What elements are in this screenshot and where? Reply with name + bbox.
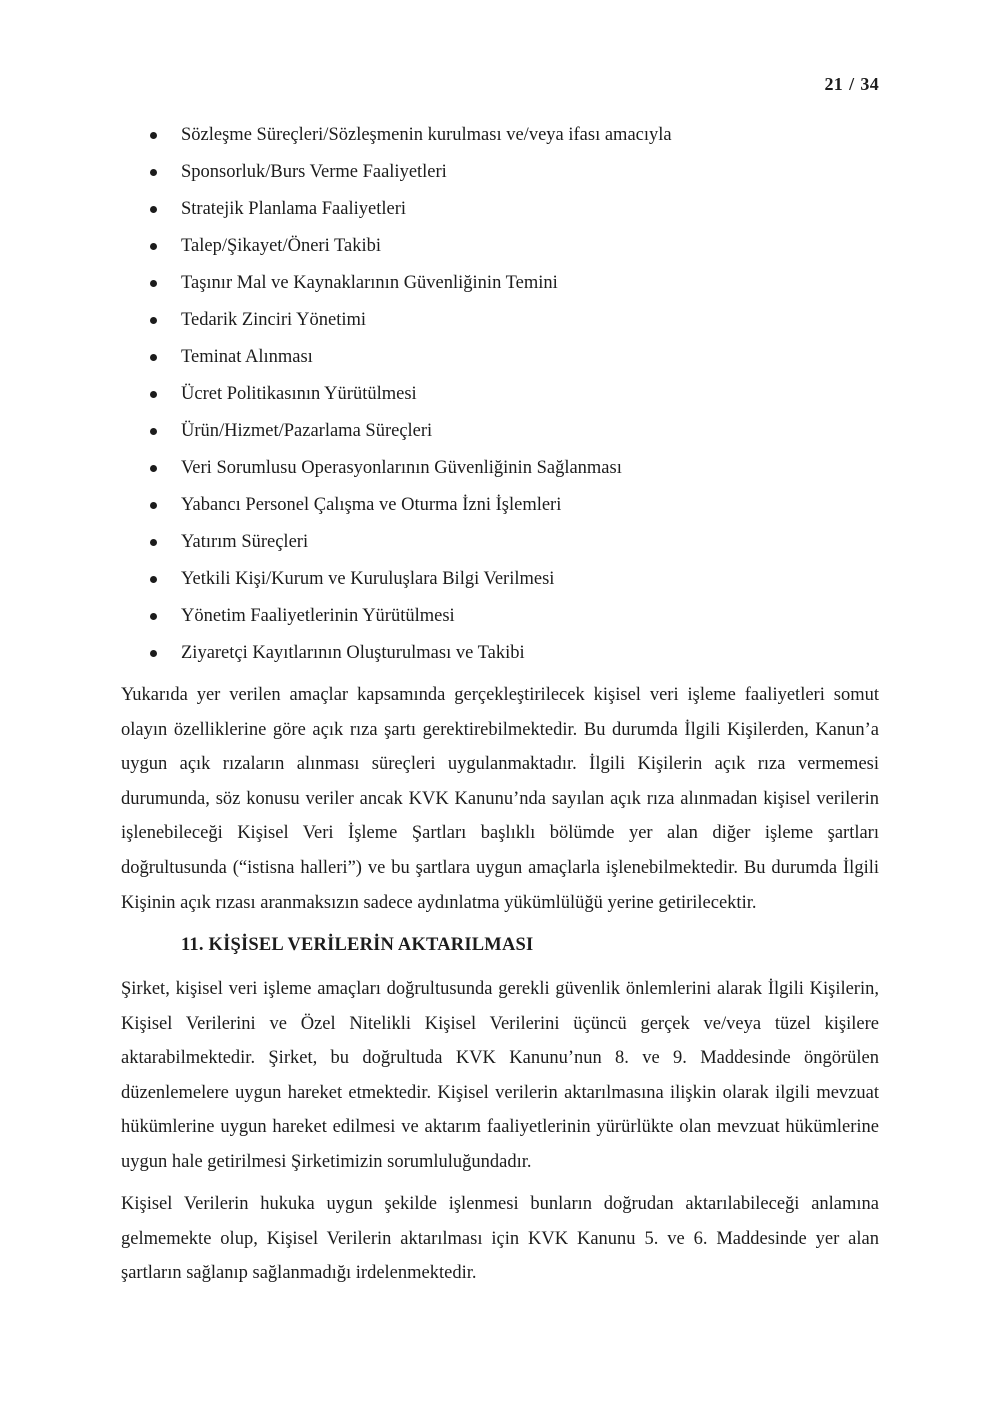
list-item <box>0 191 672 228</box>
bullet-icon <box>150 539 157 546</box>
list-item <box>0 376 672 413</box>
explicit-consent-paragraph: Yukarıda yer verilen amaçlar kapsamında gerçekleştirilecek kişisel veri işleme faaliyetleri somut olayın özelliklerine göre açık rıza şartı gerektirebilmektedir. Bu durumda İlgili Kişilerden, Kanun’a uygun açık rızaların alınması süreçleri uygulanmaktadır. İlgili Kişilerin açık rıza vermemesi durumunda, söz konusu veriler ancak KVK Kanunu’nda sayılan açık rıza alınmadan kişisel verilerin işlenebileceği Kişisel Veri İşleme Şartları başlıklı bölümde yer alan diğer işleme şartları doğrultusunda (“istisna halleri”) ve bu şartlara uygun amaçlarla işlenebilmektedir. Bu durumda İlgili Kişinin açık rızası aranmaksızın sadece aydınlatma yükümlülüğü yerine getirilecektir. <box>121 685 879 913</box>
list-item <box>0 228 672 265</box>
list-item <box>0 450 672 487</box>
list-item <box>0 117 672 154</box>
bullet-icon <box>150 354 157 361</box>
bullet-icon <box>150 576 157 583</box>
list-item <box>0 413 672 450</box>
section-heading: 11. KİŞİSEL VERİLERİN AKTARILMASI <box>181 935 534 955</box>
bullet-icon <box>150 206 157 213</box>
list-item <box>0 339 672 376</box>
list-item <box>0 561 672 598</box>
page-separator: / <box>849 74 855 94</box>
list-item-text: Ürün/Hizmet/Pazarlama Süreçleri <box>181 421 433 441</box>
page-number <box>824 74 879 95</box>
page-total: 34 <box>860 74 879 94</box>
list-item-text: Yabancı Personel Çalışma ve Oturma İzni İşlemleri <box>181 495 562 515</box>
bullet-icon <box>150 280 157 287</box>
list-item-text: Sponsorluk/Burs Verme Faaliyetleri <box>181 162 447 182</box>
bullet-icon <box>150 317 157 324</box>
list-item <box>0 598 672 635</box>
list-item-text: Stratejik Planlama Faaliyetleri <box>181 199 407 219</box>
bullet-icon <box>150 465 157 472</box>
page-current: 21 <box>824 74 844 94</box>
list-item <box>0 524 672 561</box>
list-item-text: Yatırım Süreçleri <box>181 532 309 552</box>
list-item <box>0 487 672 524</box>
list-item-text: Yetkili Kişi/Kurum ve Kuruluşlara Bilgi Verilmesi <box>181 569 555 589</box>
list-item <box>0 265 672 302</box>
bullet-icon <box>150 243 157 250</box>
purpose-bullet-list <box>0 117 672 672</box>
list-item <box>0 635 672 672</box>
bullet-icon <box>150 169 157 176</box>
list-item-text: Ücret Politikasının Yürütülmesi <box>181 384 417 404</box>
list-item <box>0 302 672 339</box>
list-item-text: Teminat Alınması <box>181 347 313 367</box>
bullet-icon <box>150 613 157 620</box>
data-transfer-paragraph: Şirket, kişisel veri işleme amaçları doğrultusunda gerekli güvenlik önlemlerini alarak İlgili Kişilerin, Kişisel Verilerini ve Özel Nitelikli Kişisel Verilerini üçüncü gerçek ve/veya tüzel kişilere aktarabilmektedir. Şirket, bu doğrultuda KVK Kanunu’nun 8. ve 9. Maddesinde öngörülen düzenlemelere uygun hareket etmektedir. Kişisel verilerin aktarılmasına ilişkin olarak ilgili mevzuat hükümlerine uygun hareket edilmesi ve aktarım faaliyetlerinin yürürlükte olan mevzuat hükümlerine uygun hale getirilmesi Şirketimizin sorumluluğundadır. <box>121 979 879 1172</box>
bullet-icon <box>150 428 157 435</box>
list-item-text: Sözleşme Süreçleri/Sözleşmenin kurulması ve/veya ifası amacıyla <box>181 125 672 145</box>
list-item-text: Tedarik Zinciri Yönetimi <box>181 310 367 330</box>
list-item-text: Yönetim Faaliyetlerinin Yürütülmesi <box>181 606 455 626</box>
list-item-text: Taşınır Mal ve Kaynaklarının Güvenliğinin Temini <box>181 273 558 293</box>
bullet-icon <box>150 391 157 398</box>
bullet-icon <box>150 650 157 657</box>
bullet-icon <box>150 132 157 139</box>
list-item-text: Veri Sorumlusu Operasyonlarının Güvenliğinin Sağlanması <box>181 458 622 478</box>
list-item-text: Talep/Şikayet/Öneri Takibi <box>181 236 382 256</box>
bullet-icon <box>150 502 157 509</box>
transfer-conditions-paragraph: Kişisel Verilerin hukuka uygun şekilde işlenmesi bunların doğrudan aktarılabileceği anlamına gelmemekte olup, Kişisel Verilerin aktarılması için KVK Kanunu 5. ve 6. Maddesinde yer alan şartların sağlanıp sağlanmadığı irdelenmektedir. <box>121 1194 879 1284</box>
list-item-text: Ziyaretçi Kayıtlarının Oluşturulması ve Takibi <box>181 643 525 663</box>
list-item <box>0 154 672 191</box>
